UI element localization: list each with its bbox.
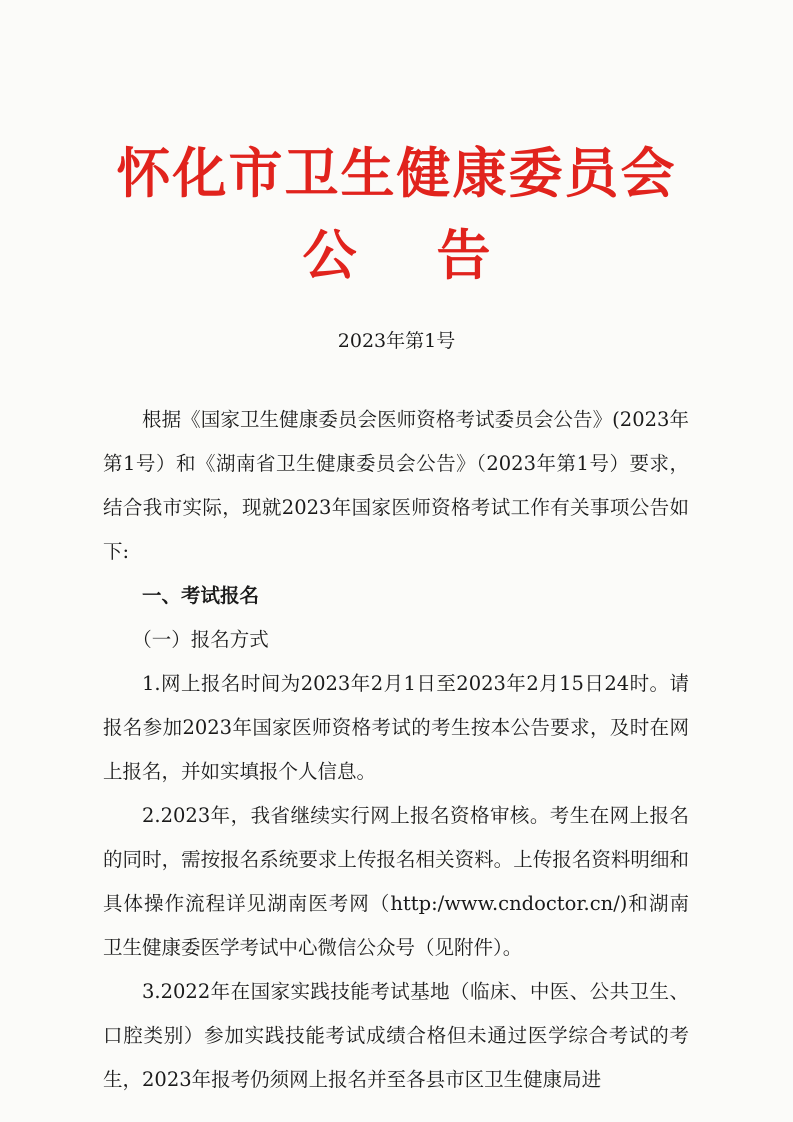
document-type-title	[0, 220, 793, 290]
issuing-organization-title: 怀化市卫生健康委员会	[116, 141, 677, 205]
item-paragraph-2: 2.2023年，我省继续实行网上报名资格审核。考生在网上报名的同时，需按报名系统要求上传报名相关资料。上传报名资料明细和具体操作流程详见湖南医考网（http:/www.cndoctor.cn/)和湖南卫生健康委医学考试中心微信公众号（见附件）。	[103, 804, 689, 959]
document-body	[103, 398, 689, 1102]
section-heading: 一、考试报名	[142, 584, 260, 607]
intro-paragraph: 根据《国家卫生健康委员会医师资格考试委员会公告》(2023年第1号）和《湖南省卫生健康委员会公告》（2023年第1号）要求，结合我市实际，现就2023年国家医师资格考试工作有关事项公告如下:	[103, 408, 689, 563]
document-number: 2023年第1号	[337, 330, 456, 352]
item-paragraph-3: 3.2022年在国家实践技能考试基地（临床、中医、公共卫生、口腔类别）参加实践技能考试成绩合格但未通过医学综合考试的考生，2023年报考仍须网上报名并至各县市区卫生健康局进	[103, 980, 689, 1091]
document-type-char-left: 公	[302, 223, 357, 287]
item-paragraph-1: 1.网上报名时间为2023年2月1日至2023年2月15日24时。请报名参加2023年国家医师资格考试的考生按本公告要求，及时在网上报名，并如实填报个人信息。	[103, 672, 689, 783]
document-type-char-right: 告	[436, 223, 491, 287]
subsection-heading: （一）报名方式	[132, 628, 269, 651]
